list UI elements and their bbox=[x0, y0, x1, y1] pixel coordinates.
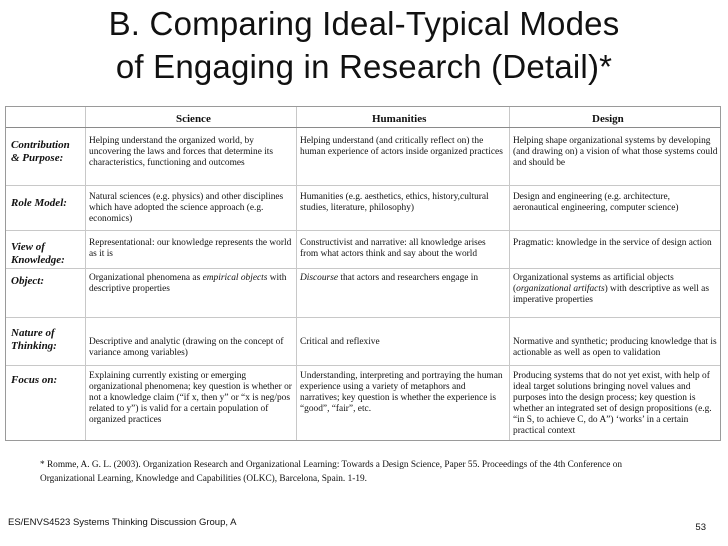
header-science: Science bbox=[176, 113, 211, 125]
cell-design-object: Organizational systems as artificial objects (organizational artifacts) with descriptive as well as imperative properties bbox=[513, 273, 709, 306]
cell-design-focus-on: Producing systems that do not yet exist, with help of ideal target solutions bringing novel values and purposes into the design process; key question is whether an integrated set of design propositions (e.g. “in S, to achieve C, do A”) ‘works’ in a certain practical context bbox=[513, 371, 712, 437]
header-humanities: Humanities bbox=[372, 113, 427, 125]
cell-design-role-model: Design and engineering (e.g. architecture, aeronautical engineering, computer science) bbox=[513, 192, 679, 214]
footer-course-label: ES/ENVS4523 Systems Thinking Discussion Group, A bbox=[8, 517, 237, 528]
row-label-nature-of-thinking: Nature of Thinking: bbox=[11, 327, 57, 352]
header-design: Design bbox=[592, 113, 624, 125]
cell-humanities-object: Discourse that actors and researchers engage in bbox=[300, 273, 479, 283]
footnote bbox=[40, 458, 720, 486]
column-divider bbox=[85, 107, 86, 440]
row-divider bbox=[6, 317, 720, 318]
cell-science-nature-of-thinking: Descriptive and analytic (drawing on the concept of variance among variables) bbox=[89, 337, 284, 359]
cell-science-role-model: Natural sciences (e.g. physics) and other disciplines which have adopted the science approach (e.g. economics) bbox=[89, 192, 284, 225]
cell-humanities-view-of-knowledge: Constructivist and narrative: all knowledge arises from what actors think and say about the world bbox=[300, 238, 486, 260]
row-label-contribution: Contribution & Purpose: bbox=[11, 139, 70, 164]
slide-title-line-2: of Engaging in Research (Detail)* bbox=[115, 48, 613, 85]
row-label-focus-on: Focus on: bbox=[11, 374, 58, 386]
cell-humanities-role-model: Humanities (e.g. aesthetics, ethics, history,cultural studies, literature, philosophy) bbox=[300, 192, 489, 214]
row-divider bbox=[6, 230, 720, 231]
cell-humanities-contribution: Helping understand (and critically reflect on) the human experience of actors inside organized practices bbox=[300, 136, 503, 158]
cell-humanities-focus-on: Understanding, interpreting and portraying the human experience using a variety of metaphors and narratives; key question is whether the experience is “good”, “fair”, etc. bbox=[300, 371, 503, 415]
cell-design-contribution: Helping shape organizational systems by developing (and drawing on) a vision of what those systems could and should be bbox=[513, 136, 718, 169]
row-divider bbox=[6, 268, 720, 269]
column-divider bbox=[509, 107, 510, 440]
cell-design-nature-of-thinking: Normative and synthetic; producing knowledge that is actionable as well as open to validation bbox=[513, 337, 717, 359]
row-label-object: Object: bbox=[11, 275, 44, 287]
row-label-view-of-knowledge: View of Knowledge: bbox=[11, 241, 65, 266]
header-divider bbox=[6, 127, 720, 128]
slide-title-line-1: B. Comparing Ideal-Typical Modes bbox=[108, 5, 620, 42]
cell-science-contribution: Helping understand the organized world, by uncovering the laws and forces that determine its characteristics, functioning and outcomes bbox=[89, 136, 274, 169]
cell-design-view-of-knowledge: Pragmatic: knowledge in the service of design action bbox=[513, 238, 712, 248]
column-divider bbox=[296, 107, 297, 440]
cell-science-view-of-knowledge: Representational: our knowledge represents the world as it is bbox=[89, 238, 292, 260]
row-divider bbox=[6, 185, 720, 186]
page-number: 53 bbox=[695, 522, 706, 533]
comparison-table bbox=[5, 106, 721, 441]
cell-humanities-nature-of-thinking: Critical and reflexive bbox=[300, 337, 380, 347]
row-label-role-model: Role Model: bbox=[11, 197, 67, 209]
cell-science-focus-on: Explaining currently existing or emerging organizational phenomena; key question is whether or not a knowledge claim (“if x, then y” or “x is neg/pos related to y”) is valid for a certain population of organized practices bbox=[89, 371, 292, 426]
row-divider bbox=[6, 365, 720, 366]
footnote-line-2: Organizational Learning, Knowledge and Capabilities (OLKC), Barcelona, Spain. 1-19. bbox=[40, 474, 367, 484]
cell-science-object: Organizational phenomena as empirical objects with descriptive properties bbox=[89, 273, 287, 295]
footnote-line-1: * Romme, A. G. L. (2003). Organization Research and Organizational Learning: Towards a Design Science, Paper 55. Proceedings of the 4th Conference on bbox=[40, 460, 623, 470]
